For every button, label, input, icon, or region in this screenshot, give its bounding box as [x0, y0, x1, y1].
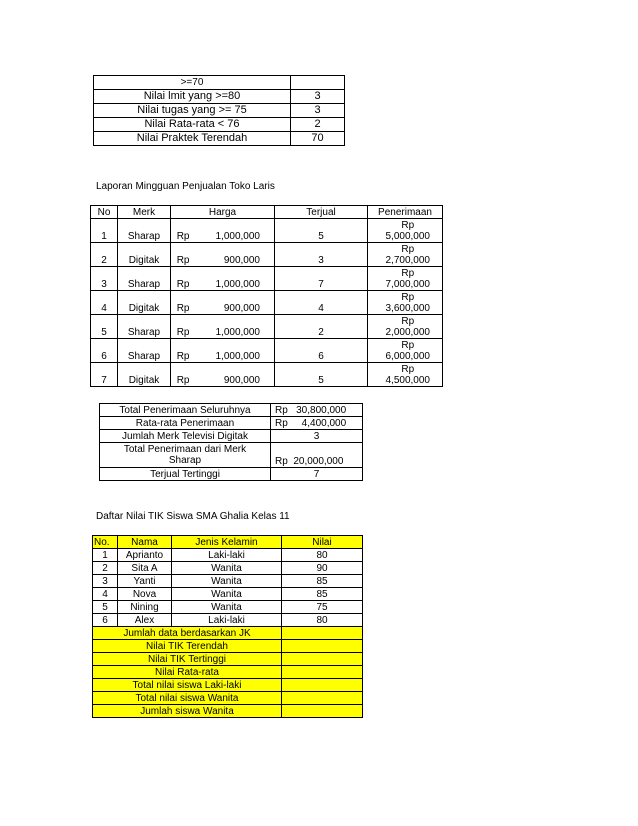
grade-summary-row: [93, 705, 363, 718]
sales-rp: Rp: [171, 219, 192, 243]
grade-nama: Alex: [118, 614, 172, 627]
sales-penerimaan: [368, 315, 443, 339]
header-terjual: Terjual: [275, 206, 368, 219]
summary-label: Rata-rata Penerimaan: [100, 417, 271, 430]
penerimaan-value: 2,700,000: [385, 255, 430, 266]
penerimaan-rp: Rp: [401, 316, 415, 327]
header-no: No.: [93, 536, 118, 549]
sales-merk: Sharap: [118, 219, 171, 243]
sales-row: [91, 363, 443, 387]
sales-harga: 900,000: [192, 243, 275, 267]
grade-summary-label: Jumlah data berdasarkan JK: [93, 627, 282, 640]
criteria-value: 3: [291, 90, 345, 104]
header-nama: Nama: [118, 536, 172, 549]
penerimaan-rp: Rp: [401, 244, 415, 255]
sales-no: 1: [91, 219, 118, 243]
grade-summary-label: Total nilai siswa Laki-laki: [93, 679, 282, 692]
summary-row: [100, 417, 363, 430]
grade-row: [93, 588, 363, 601]
grades-title: Daftar Nilai TIK Siswa SMA Ghalia Kelas 11: [96, 511, 290, 522]
grade-row: [93, 601, 363, 614]
grade-no: 6: [93, 614, 118, 627]
criteria-label: Nilai Rata-rata < 76: [94, 118, 291, 132]
grade-summary-value: [282, 679, 363, 692]
sales-no: 4: [91, 291, 118, 315]
sales-rp: Rp: [171, 339, 192, 363]
grade-no: 5: [93, 601, 118, 614]
criteria-label: Nilai Praktek Terendah: [94, 132, 291, 146]
sales-harga: 1,000,000: [192, 219, 275, 243]
summary-row: [100, 443, 363, 468]
grade-nilai: 80: [282, 549, 363, 562]
sales-terjual: 2: [275, 315, 368, 339]
grades-header-row: [93, 536, 363, 549]
criteria-row: [94, 118, 345, 132]
summary-value: Rp 4,400,000: [271, 417, 363, 430]
sales-header-row: [91, 206, 443, 219]
grade-summary-value: [282, 640, 363, 653]
sales-row: [91, 315, 443, 339]
criteria-value: 70: [291, 132, 345, 146]
penerimaan-rp: Rp: [401, 340, 415, 351]
sales-penerimaan: [368, 291, 443, 315]
criteria-table: [93, 75, 345, 146]
header-harga: Harga: [171, 206, 275, 219]
criteria-label: Nilai lmit yang >=80: [94, 90, 291, 104]
sales-terjual: 3: [275, 243, 368, 267]
grade-jk: Wanita: [172, 588, 282, 601]
sales-no: 7: [91, 363, 118, 387]
grade-nama: Yanti: [118, 575, 172, 588]
grade-nama: Nining: [118, 601, 172, 614]
sales-rp: Rp: [171, 363, 192, 387]
summary-label: Total Penerimaan Seluruhnya: [100, 404, 271, 417]
summary-row: [100, 468, 363, 481]
sales-terjual: 5: [275, 363, 368, 387]
sales-merk: Digitak: [118, 291, 171, 315]
grade-summary-value: [282, 653, 363, 666]
grade-nilai: 80: [282, 614, 363, 627]
sales-report-title: Laporan Mingguan Penjualan Toko Laris: [96, 181, 275, 192]
sales-no: 5: [91, 315, 118, 339]
sales-harga: 900,000: [192, 291, 275, 315]
sales-no: 6: [91, 339, 118, 363]
summary-value: 7: [271, 468, 363, 481]
penerimaan-rp: Rp: [401, 292, 415, 303]
grade-row: [93, 562, 363, 575]
sales-harga: 1,000,000: [192, 339, 275, 363]
sales-penerimaan: [368, 267, 443, 291]
summary-row: [100, 430, 363, 443]
grade-summary-value: [282, 627, 363, 640]
penerimaan-rp: Rp: [401, 268, 415, 279]
header-penerimaan: Penerimaan: [368, 206, 443, 219]
penerimaan-value: 6,000,000: [385, 351, 430, 362]
grades-table: [92, 535, 363, 718]
sales-harga: 1,000,000: [192, 315, 275, 339]
sales-harga: 1,000,000: [192, 267, 275, 291]
penerimaan-value: 4,500,000: [385, 375, 430, 386]
header-nilai: Nilai: [282, 536, 363, 549]
summary-row: [100, 404, 363, 417]
grade-nilai: 75: [282, 601, 363, 614]
grade-summary-row: [93, 679, 363, 692]
grade-summary-label: Nilai TIK Terendah: [93, 640, 282, 653]
criteria-value: 3: [291, 104, 345, 118]
grade-nama: Nova: [118, 588, 172, 601]
criteria-row: [94, 104, 345, 118]
criteria-label: Nilai tugas yang >= 75: [94, 104, 291, 118]
grade-summary-row: [93, 640, 363, 653]
criteria-row: [94, 132, 345, 146]
header-no: No: [91, 206, 118, 219]
sales-penerimaan: [368, 339, 443, 363]
penerimaan-value: 3,600,000: [385, 303, 430, 314]
sales-row: [91, 243, 443, 267]
grade-no: 4: [93, 588, 118, 601]
sales-penerimaan: [368, 363, 443, 387]
sales-row: [91, 339, 443, 363]
criteria-value: 2: [291, 118, 345, 132]
sales-row: [91, 267, 443, 291]
criteria-first-row: [94, 76, 345, 90]
summary-label: Total Penerimaan dari Merk Sharap: [100, 443, 271, 468]
header-jk: Jenis Kelamin: [172, 536, 282, 549]
grade-jk: Laki-laki: [172, 614, 282, 627]
sales-rp: Rp: [171, 267, 192, 291]
sales-terjual: 4: [275, 291, 368, 315]
sales-rp: Rp: [171, 243, 192, 267]
grade-no: 2: [93, 562, 118, 575]
header-merk: Merk: [118, 206, 171, 219]
summary-label: Terjual Tertinggi: [100, 468, 271, 481]
grade-nilai: 90: [282, 562, 363, 575]
grade-summary-row: [93, 692, 363, 705]
grade-summary-value: [282, 692, 363, 705]
grade-no: 1: [93, 549, 118, 562]
sales-merk: Sharap: [118, 267, 171, 291]
grade-no: 3: [93, 575, 118, 588]
grade-nilai: 85: [282, 575, 363, 588]
grade-jk: Wanita: [172, 601, 282, 614]
grade-jk: Wanita: [172, 562, 282, 575]
sales-row: [91, 291, 443, 315]
sales-merk: Sharap: [118, 315, 171, 339]
grade-row: [93, 614, 363, 627]
grade-summary-label: Nilai Rata-rata: [93, 666, 282, 679]
grade-summary-label: Total nilai siswa Wanita: [93, 692, 282, 705]
summary-label: Jumlah Merk Televisi Digitak: [100, 430, 271, 443]
summary-value: Rp 30,800,000: [271, 404, 363, 417]
grade-summary-value: [282, 705, 363, 718]
grade-row: [93, 575, 363, 588]
sales-rp: Rp: [171, 315, 192, 339]
grade-jk: Laki-laki: [172, 549, 282, 562]
criteria-row: [94, 90, 345, 104]
sales-terjual: 5: [275, 219, 368, 243]
grade-summary-row: [93, 627, 363, 640]
sales-no: 3: [91, 267, 118, 291]
sales-penerimaan: [368, 219, 443, 243]
sales-merk: Sharap: [118, 339, 171, 363]
grade-nilai: 85: [282, 588, 363, 601]
penerimaan-value: 5,000,000: [385, 231, 430, 242]
penerimaan-value: 7,000,000: [385, 279, 430, 290]
grade-nama: Sita A: [118, 562, 172, 575]
penerimaan-rp: Rp: [401, 364, 415, 375]
grade-summary-value: [282, 666, 363, 679]
grade-summary-row: [93, 666, 363, 679]
sales-no: 2: [91, 243, 118, 267]
sales-merk: Digitak: [118, 243, 171, 267]
criteria-first-label: >=70: [94, 76, 291, 90]
grade-nama: Aprianto: [118, 549, 172, 562]
summary-value: 3: [271, 430, 363, 443]
sales-row: [91, 219, 443, 243]
criteria-first-value: [291, 76, 345, 90]
grade-summary-label: Nilai TIK Tertinggi: [93, 653, 282, 666]
grade-summary-row: [93, 653, 363, 666]
sales-table: [90, 205, 443, 387]
sales-rp: Rp: [171, 291, 192, 315]
sales-merk: Digitak: [118, 363, 171, 387]
grade-row: [93, 549, 363, 562]
penerimaan-rp: Rp: [401, 220, 415, 231]
grade-summary-label: Jumlah siswa Wanita: [93, 705, 282, 718]
sales-terjual: 7: [275, 267, 368, 291]
sales-harga: 900,000: [192, 363, 275, 387]
sales-terjual: 6: [275, 339, 368, 363]
sales-penerimaan: [368, 243, 443, 267]
grade-jk: Wanita: [172, 575, 282, 588]
summary-value: Rp 20,000,000: [271, 443, 363, 468]
penerimaan-value: 2,000,000: [385, 327, 430, 338]
sales-summary-table: [99, 403, 363, 481]
